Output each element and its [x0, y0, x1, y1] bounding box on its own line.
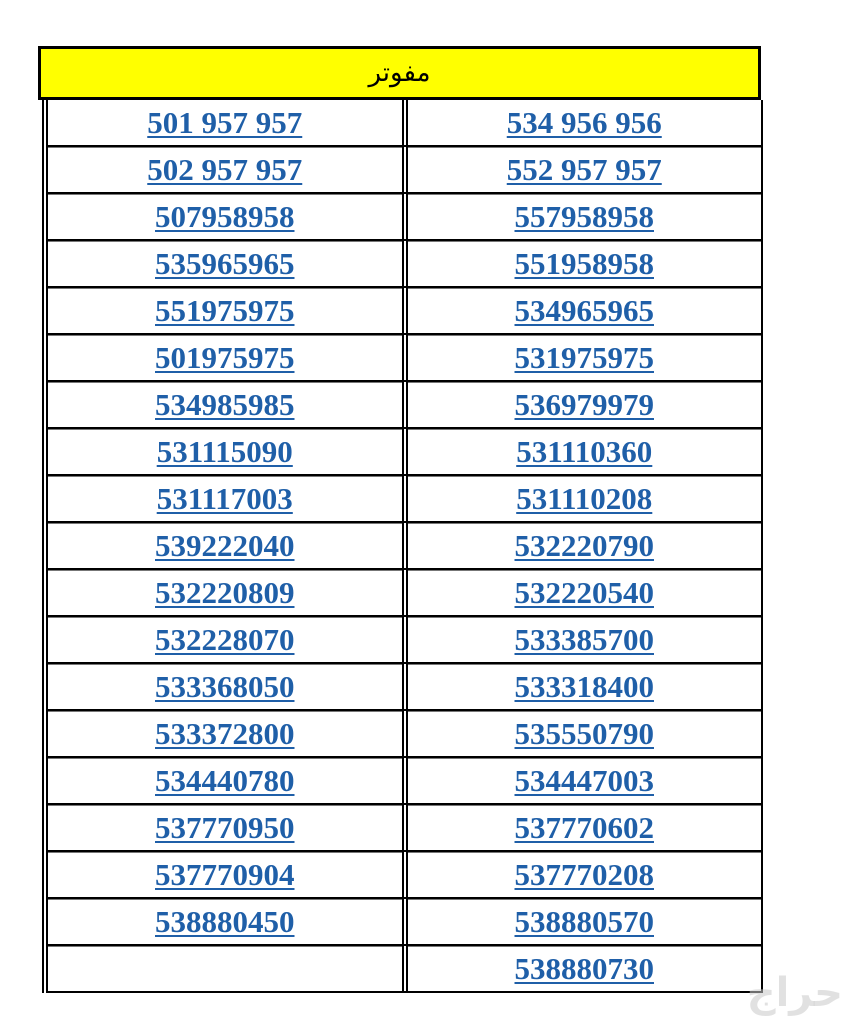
table-cell-left [48, 711, 404, 756]
phone-number-link[interactable]: 533368050 [155, 668, 295, 704]
table-cell-left [48, 288, 404, 333]
phone-number-link[interactable]: 532220790 [514, 527, 654, 563]
phone-number-link[interactable]: 501975975 [155, 339, 295, 375]
table-cell-left [48, 899, 404, 944]
table-cell-right [408, 758, 762, 803]
haraj-watermark-logo: حراج [746, 970, 843, 1016]
phone-number-link[interactable]: 501 957 957 [147, 104, 303, 140]
phone-number-link[interactable]: 557958958 [514, 198, 654, 234]
table-cell-left [48, 476, 404, 521]
table-cell-left [48, 617, 404, 662]
phone-number-link[interactable]: 537770208 [514, 856, 654, 892]
table-cell-right [408, 100, 762, 145]
table-row [48, 147, 761, 194]
table-cell-right [408, 382, 762, 427]
table-row [48, 429, 761, 476]
table-cell-right [408, 476, 762, 521]
table-cell-right [408, 147, 762, 192]
table-row [48, 194, 761, 241]
table-cell-left [48, 335, 404, 380]
table-cell-left [48, 147, 404, 192]
phone-number-link[interactable]: 531110360 [516, 433, 653, 469]
table-row [48, 852, 761, 899]
table-cell-right [408, 335, 762, 380]
table-row [48, 523, 761, 570]
phone-number-link[interactable]: 531975975 [514, 339, 654, 375]
table-cell-right [408, 617, 762, 662]
phone-number-link[interactable]: 531110208 [516, 480, 653, 516]
phone-number-link[interactable]: 533372800 [155, 715, 295, 751]
phone-number-link[interactable]: 538880450 [155, 903, 295, 939]
table-cell-right [408, 946, 762, 991]
table-cell-left [48, 758, 404, 803]
phone-number-link[interactable]: 533318400 [514, 668, 654, 704]
phone-number-link[interactable]: 534440780 [155, 762, 295, 798]
table-cell-right [408, 429, 762, 474]
table-row [48, 664, 761, 711]
table-cell-left [48, 805, 404, 850]
table-row [48, 899, 761, 946]
table-row [48, 288, 761, 335]
table-row [48, 241, 761, 288]
table-cell-left [48, 382, 404, 427]
phone-number-link[interactable]: 538880730 [514, 950, 654, 986]
phone-number-link[interactable]: 551958958 [514, 245, 654, 281]
table-row [48, 805, 761, 852]
phone-number-link[interactable]: 533385700 [514, 621, 654, 657]
table-row [48, 335, 761, 382]
table-row [48, 100, 761, 147]
table-cell-right [408, 241, 762, 286]
phone-number-link[interactable]: 534965965 [514, 292, 654, 328]
number-list-sheet [38, 46, 761, 993]
table-row [48, 711, 761, 758]
table-cell-left [48, 429, 404, 474]
table-cell-right [408, 805, 762, 850]
table-row [48, 946, 761, 991]
phone-number-link[interactable]: 535965965 [155, 245, 295, 281]
phone-number-link[interactable]: 537770904 [155, 856, 295, 892]
phone-number-link[interactable]: 538880570 [514, 903, 654, 939]
phone-number-link[interactable]: 539222040 [155, 527, 295, 563]
table-row [48, 570, 761, 617]
phone-number-link[interactable]: 531115090 [156, 433, 293, 469]
phone-number-link[interactable]: 534 956 956 [506, 104, 662, 140]
phone-number-link[interactable]: 532220809 [155, 574, 295, 610]
phone-number-link[interactable]: 502 957 957 [147, 151, 303, 187]
table-cell-right [408, 523, 762, 568]
table-cell-right [408, 570, 762, 615]
phone-number-link[interactable]: 532228070 [155, 621, 295, 657]
phone-number-link[interactable]: 507958958 [155, 198, 295, 234]
table-cell-left [48, 194, 404, 239]
table-cell-right [408, 711, 762, 756]
table-row [48, 476, 761, 523]
phone-number-link[interactable]: 531117003 [156, 480, 293, 516]
table-cell-left [48, 100, 404, 145]
header-billed: مفوتر [38, 46, 761, 100]
phone-number-link[interactable]: 537770950 [155, 809, 295, 845]
phone-number-link[interactable]: 536979979 [514, 386, 654, 422]
table-row [48, 758, 761, 805]
table-row [48, 382, 761, 429]
phone-number-link[interactable]: 534447003 [514, 762, 654, 798]
phone-number-link[interactable]: 534985985 [155, 386, 295, 422]
phone-number-link[interactable]: 551975975 [155, 292, 295, 328]
table-cell-right [408, 664, 762, 709]
table-cell-left [48, 852, 404, 897]
table-cell-left [48, 946, 404, 991]
table-row [48, 617, 761, 664]
phone-number-link[interactable]: 532220540 [514, 574, 654, 610]
numbers-table [46, 100, 763, 993]
table-cell-left [48, 570, 404, 615]
phone-number-link[interactable]: 537770602 [514, 809, 654, 845]
table-cell-right [408, 194, 762, 239]
table-cell-right [408, 852, 762, 897]
table-cell-left [48, 664, 404, 709]
table-cell-left [48, 241, 404, 286]
phone-number-link[interactable]: 552 957 957 [506, 151, 662, 187]
table-cell-right [408, 899, 762, 944]
table-cell-right [408, 288, 762, 333]
phone-number-link[interactable]: 535550790 [514, 715, 654, 751]
table-cell-left [48, 523, 404, 568]
